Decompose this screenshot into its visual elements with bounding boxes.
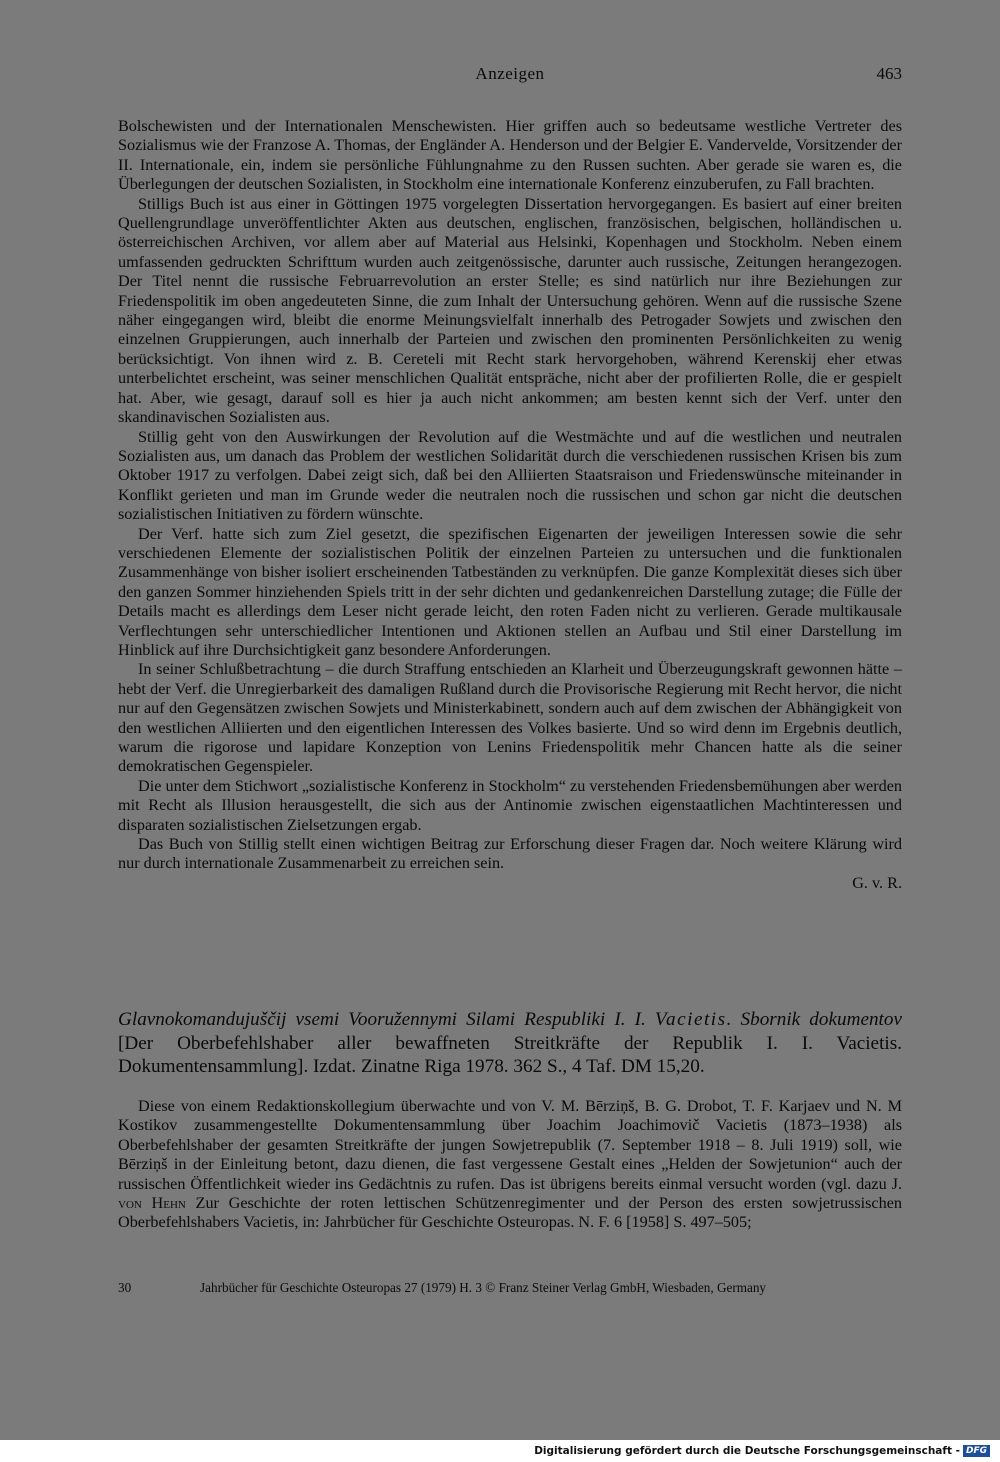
book-citation	[118, 1008, 902, 1079]
running-title: Anzeigen	[475, 64, 545, 83]
paragraph: Bolschewisten und der Internationalen Menschewisten. Hier griffen auch so bedeutsame westliche Vertreter des Sozialismus wie der Franzose A. Thomas, der Engländer A. Henderson und der Belgier E. Vandervelde, Vorsitzender der II. Internationale, ein, indem sie persönliche Fühlungnahme zu den Russen suchten. Aber gerade sie waren es, die Überlegungen der deutschen Sozialisten, in Stockholm eine internationale Konferenz einzuberufen, zu Fall brachten.	[118, 117, 902, 194]
paragraph: In seiner Schlußbetrachtung – die durch Straffung entschieden an Klarheit und Überzeugungskraft gewonnen hätte – hebt der Verf. die Unregierbarkeit des damaligen Rußland durch die Provisorische Regierung mit Recht hervor, die nicht nur auf den Gegensätzen zwischen Sowjets und Ministerkabinett, sondern auch auf dem zwischen der Abhängigkeit von den westlichen Alliierten und den eigentlichen Interessen des Volkes basierte. Und so wird denn im Ergebnis deutlich, warum die rigorose und lapidare Konzeption von Lenins Friedenspolitik mehr Chancen hatte als die seiner demokratischen Gegenspieler.	[118, 660, 902, 776]
paragraph: Das Buch von Stillig stellt einen wichtigen Beitrag zur Erforschung dieser Fragen dar. Noch weitere Klärung wird nur durch internationale Zusammenarbeit zu erreichen sein.	[118, 835, 902, 873]
paragraph	[118, 1097, 902, 1233]
dfg-logo: DFG	[963, 1445, 990, 1457]
paragraph: Stillig geht von den Auswirkungen der Revolution auf die Westmächte und auf die westlichen und neutralen Sozialisten aus, um danach das Problem der westlichen Solidarität durch die verschiedenen russischen Krisen bis zum Oktober 1917 zu verfolgen. Dabei zeigt sich, daß bei den Alliierten Staatsraison und Friedenswünsche miteinander in Konflikt gerieten und man im Grunde weder die neutralen noch die russischen und schon gar nicht die deutschen sozialistischen Initiativen zu fördern wünschte.	[118, 427, 902, 524]
review-text	[118, 1097, 902, 1233]
page-number: 463	[876, 64, 902, 83]
publisher-imprint: Jahrbücher für Geschichte Osteuropas 27 (1979) H. 3 © Franz Steiner Verlag GmbH, Wiesbaden, Germany	[200, 1280, 767, 1295]
citation-title-end: . Sbornik dokumentov	[726, 1009, 903, 1030]
citation-author: Vacietis	[654, 1009, 727, 1030]
review-text-start: Diese von einem Redaktionskollegium überwachte und von V. M. Bērziņš, B. G. Drobot, T. F. Karjaev und N. M Kostikov zusammengestellte Dokumentensammlung über Joachim Joachimovič Vacietis (1873–1938) als Oberbefehlshaber der gesamten Streitkräfte der jungen Sowjetrepublik (7. September 1918 – 8. Juli 1919) soll, wie Bērziņš in der Einleitung betont, dazu dienen, die fast vergessene Gestalt eines „Helden der Sowjetunion“ auch der russischen Öffentlichkeit wieder ins Gedächtnis zu rufen. Das ist übrigens bereits einmal versucht worden (vgl. dazu J.	[118, 1097, 902, 1193]
review-text-end: Zur Geschichte der roten lettischen Schützenregimenter und der Person des ersten sowjetrussischen Oberbefehlshabers Vacietis, in: Jahrbücher für Geschichte Osteuropas. N. F. 6 [1958] S. 497–505;	[118, 1194, 902, 1232]
paragraph: Stilligs Buch ist aus einer in Göttingen 1975 vorgelegten Dissertation hervorgegangen. Es basiert auf einer breiten Quellengrundlage unveröffentlichter Akten aus deutschen, englischen, französischen, belgischen, holländischen u. österreichischen Archiven, vor allem aber auf Material aus Helsinki, Kopenhagen und Stockholm. Neben einem umfassenden gedruckten Schrifttum wurden auch zeitgenössische, darunter auch russische, Zeitungen herangezogen. Der Titel nennt die russische Februarrevolution an erster Stelle; es sind natürlich nur ihre Beziehungen zur Friedenspolitik im oben angedeuteten Sinne, die zum Inhalt der Untersuchung gehören. Wenn auf die russische Szene näher eingegangen wird, bleibt die enorme Meinungsvielfalt innerhalb des Petrogader Sowjets und zwischen den einzelnen Gruppierungen, auch innerhalb der Parteien und zwischen den prominenten Persönlichkeiten zu wenig berücksichtigt. Von ihnen wird z. B. Cereteli mit Recht stark hervorgehoben, während Kerenskij eher etwas unterbelichtet erscheint, was seiner menschlichen Qualität entspräche, nicht aber der profilierten Rolle, die er gespielt hat. Aber, wie gesagt, darauf soll es hier ja auch nicht ankommen; am besten kennt sich der Verf. unter den skandinavischen Sozialisten aus.	[118, 194, 902, 427]
digitization-note	[534, 1444, 990, 1458]
paragraph: Die unter dem Stichwort „sozialistische Konferenz in Stockholm“ zu verstehenden Friedensbemühungen aber werden mit Recht als Illusion herausgestellt, die sich aus der Antinomie zwischen eigenstaatlichen Machtinteressen und disparaten sozialistischen Zielsetzungen ergab.	[118, 776, 902, 834]
cited-author: von Hehn	[118, 1194, 186, 1213]
running-head	[118, 64, 902, 86]
citation-details: [Der Oberbefehlshaber aller bewaffneten Streitkräfte der Republik I. I. Vacietis. Dokumentensammlung]. Izdat. Zinatne Riga 1978. 362 S., 4 Taf. DM 15,20.	[118, 1032, 902, 1078]
signature-number: 30	[118, 1280, 132, 1295]
review-body	[118, 117, 902, 893]
reviewer-signature: G. v. R.	[852, 873, 902, 892]
digitization-text: Digitalisierung gefördert durch die Deutsche Forschungsgemeinschaft -	[534, 1445, 960, 1457]
paragraph: Der Verf. hatte sich zum Ziel gesetzt, die spezifischen Eigenarten der jeweiligen Interessen sowie die sehr verschiedenen Elemente der sozialistischen Politik der einzelnen Parteien zu untersuchen und die funktionalen Zusammenhänge von bisher isoliert erscheinenden Tatbeständen zu verknüpfen. Die ganze Komplexität dieses sich über den ganzen Sommer hinziehenden Spiels tritt in der sehr dichten und gedankenreichen Darstellung zutage; die Fülle der Details macht es allerdings dem Leser nicht gerade leicht, den roten Faden nicht zu verlieren. Gerade multikausale Verflechtungen sehr unterschiedlicher Intentionen und Aktionen stellen an Aufbau und Stil einer Darstellung im Hinblick auf ihre Durchsichtigkeit ganz besondere Anforderungen.	[118, 524, 902, 659]
citation-title: Glavnokomandujuščij vsemi Vooružennymi Silami Respubliki I. I.	[118, 1009, 655, 1030]
